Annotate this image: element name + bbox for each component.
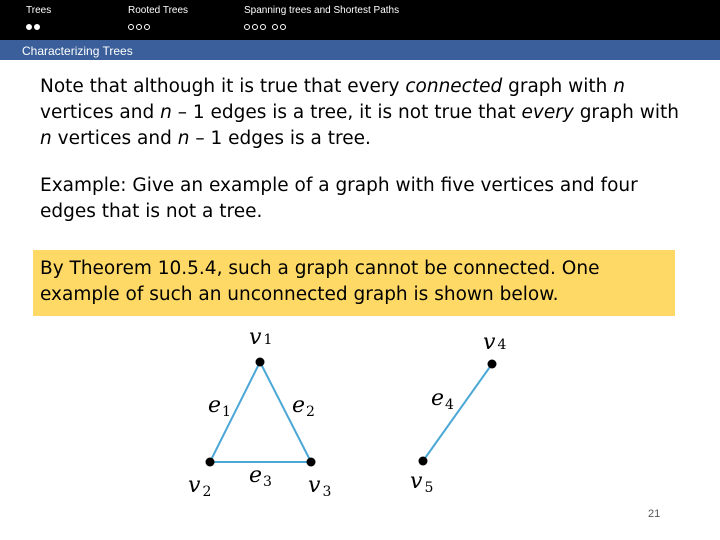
nav-section-spanning-trees[interactable]: Spanning trees and Shortest Paths (244, 5, 400, 16)
nav-section-trees[interactable]: Trees (26, 5, 52, 16)
paragraph-example: Example: Give an example of a graph with five vertices and four edges that is not a tree. (40, 175, 638, 222)
vertex-label-v3: v 3 (308, 473, 332, 500)
edge-label-e1: e1 (208, 393, 231, 420)
vertex-label-v4: v 4 (483, 330, 507, 355)
subsection-title: Characterizing Trees (22, 44, 133, 58)
nav-section-rooted-trees[interactable]: Rooted Trees (128, 5, 189, 16)
vertex-v3 (307, 458, 316, 467)
vertex-v2 (206, 458, 215, 467)
page-number: 21 (648, 508, 661, 520)
paragraph-note: Note that although it is true that every connected graph with n vertices and n – 1 edges is a tree, it is not true that every graph with n vertices and n – 1 edges is a tree. (40, 76, 679, 149)
vertex-label-v5: v 5 (410, 469, 434, 496)
edge-e4 (423, 364, 492, 461)
answer-text: By Theorem 10.5.4, such a graph cannot be connected. One example of such an unconnected graph is shown below. (40, 258, 600, 305)
edge-label-e2: e2 (292, 393, 315, 420)
vertex-label-v2: v 2 (188, 473, 212, 500)
edge-label-e4: e4 (431, 386, 454, 413)
vertex-v4 (488, 360, 497, 369)
edge-label-e3: e3 (249, 463, 272, 490)
vertex-v5 (419, 457, 428, 466)
vertex-label-v1: v 1 (249, 325, 273, 350)
vertex-v1 (256, 358, 265, 367)
